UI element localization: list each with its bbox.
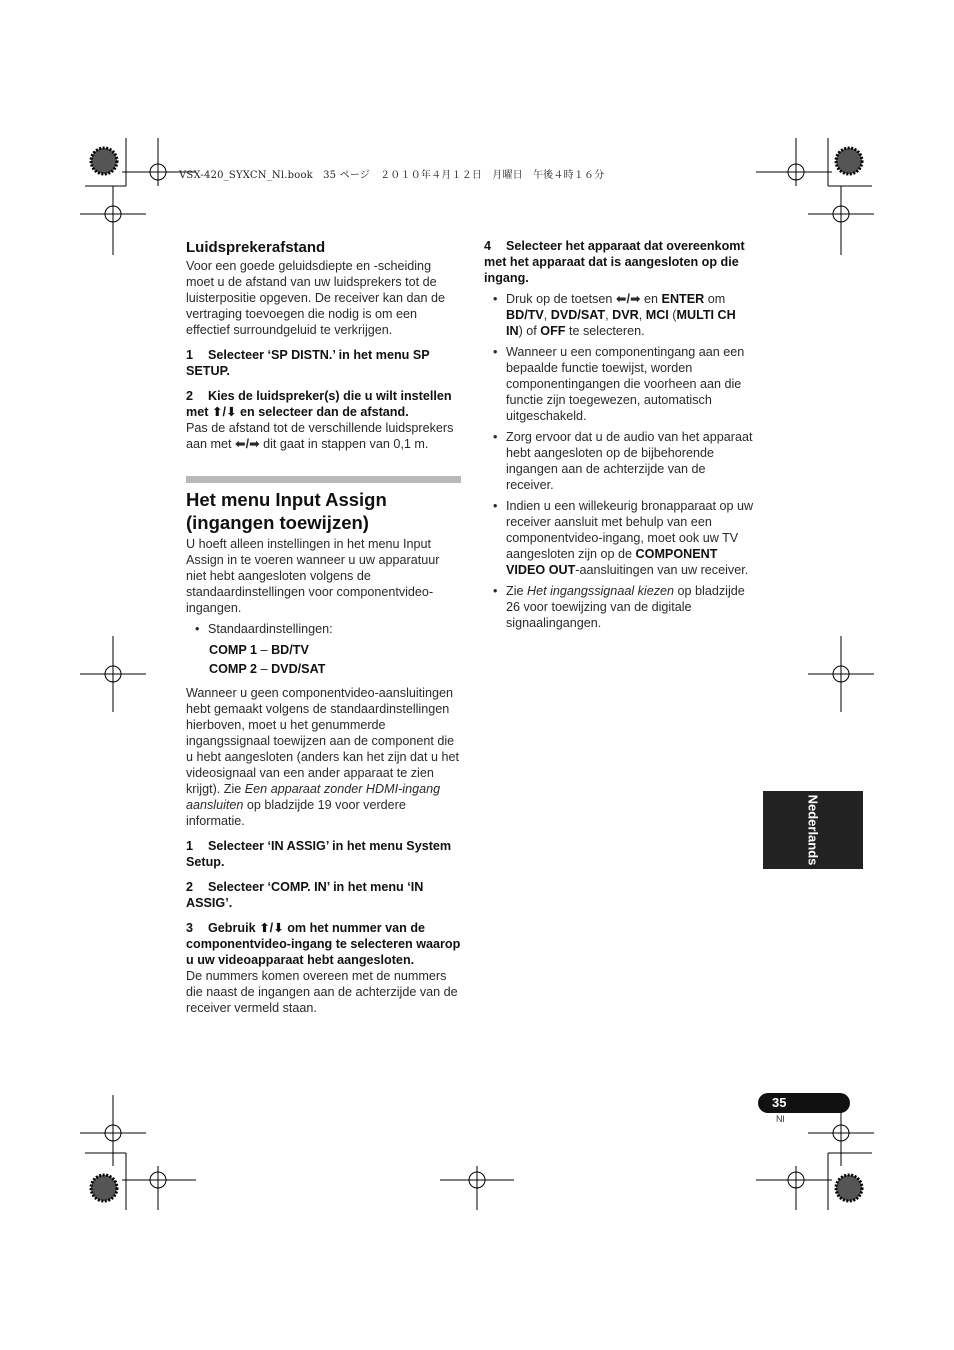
key-off: OFF xyxy=(540,324,566,338)
right-column xyxy=(484,238,756,636)
step-2-description xyxy=(186,420,462,452)
section-divider-bar xyxy=(186,476,461,483)
up-down-arrows-icon: ⬆/⬇ xyxy=(211,405,237,419)
step-number: 2 xyxy=(186,389,194,403)
input-assign-explanation xyxy=(186,685,462,829)
left-right-arrows-icon: ⬅/➡ xyxy=(615,292,641,306)
language-tab xyxy=(763,791,863,869)
step-text: Kies de luidspreker(s) die u wilt instellen met xyxy=(186,389,452,419)
step-text: Selecteer ‘SP DISTN.’ in het menu SP SETUP. xyxy=(186,348,430,378)
key-multi-ch-in: MULTI CH IN xyxy=(506,308,736,338)
assign-step-3 xyxy=(186,920,462,968)
dash: – xyxy=(257,643,272,657)
input-assign-intro: U hoeft alleen instellingen in het menu Input Assign in te voeren wanneer u uw apparatuur niet hebt aangesloten volgens de standaardinstellingen voor componentvideo-ingangen. xyxy=(186,537,440,615)
default-comp-1 xyxy=(186,642,462,658)
step-number: 2 xyxy=(186,880,194,894)
step-number: 4 xyxy=(484,239,492,253)
language-tab-label: Nederlands xyxy=(805,794,821,866)
step-text: Selecteer het apparaat dat overeenkomt met het apparaat dat is aangesloten op die ingang. xyxy=(484,239,745,285)
list-item-audio-connection: • Zorg ervoor dat u de audio van het apparaat hebt aangesloten op de bijbehorende ingangen aan de achterzijde van de receiver. xyxy=(484,429,756,493)
list-item-component-input: • Wanneer u een componentingang aan een bepaalde functie toewijst, worden componentingangen die voorheen aan die functie zijn toegewezen, automatisch uitgeschakeld. xyxy=(484,344,756,424)
step-number: 1 xyxy=(186,839,194,853)
step-number: 1 xyxy=(186,348,194,362)
step-text: Selecteer ‘COMP. IN’ in het menu ‘IN ASSIG’. xyxy=(186,880,424,910)
speaker-distance-intro: Voor een goede geluidsdiepte en -scheiding moet u de afstand van uw luidsprekers tot de luisterpositie opgeven. De receiver kan dan de vertraging toevoegen die nodig is om een effectief surroundgeluid te verkrijgen. xyxy=(186,259,446,337)
step-2-choose-speaker xyxy=(186,388,462,420)
page-number-badge xyxy=(758,1093,850,1113)
default-comp-2 xyxy=(186,661,462,677)
assign-step-3-description: De nummers komen overeen met de nummers die naast de ingangen aan de achterzijde van de receiver vermeld staan. xyxy=(186,969,458,1015)
text-part: Wanneer u geen componentvideo-aansluitingen hebt gemaakt volgens de standaardinstellingen hierboven, moet u het genummerde ingangssignaal toewijzen aan de component die u hebt aangesloten (anders kan het zijn dat u het videosignaal van een ander apparaat te zien krijgt). Zie xyxy=(186,686,460,796)
list-item-defaults: • Standaardinstellingen: xyxy=(186,621,462,637)
step-text-end: om het nummer van de componentvideo-ingang te selecteren waarop u uw videoapparaat hebt aangesloten. xyxy=(186,921,461,967)
step-text-end: en selecteer dan de afstand. xyxy=(236,405,409,419)
step-number: 3 xyxy=(186,921,194,935)
list-item-component-video-out: • Indien u een willekeurig bronapparaat op uw receiver aansluit met behulp van een componentvideo-ingang, moet ook uw TV aangesloten zijn op de COMPONENT VIDEO OUT-aansluitingen van uw receiver. xyxy=(484,498,756,578)
left-right-arrows-icon: ⬅/➡ xyxy=(235,437,260,451)
print-job-info: VSX-420_SYXCN_Nl.book 35 ページ ２０１０年４月１２日 月曜日 午後４時１６分 xyxy=(179,170,605,181)
left-column xyxy=(186,238,462,1016)
page-number: 35 xyxy=(772,1095,787,1110)
desc-part: dit gaat in stappen van 0,1 m. xyxy=(259,437,429,451)
cross-reference: Een apparaat zonder HDMI-ingang aansluiten xyxy=(186,782,441,812)
step-1-sp-distn xyxy=(186,347,462,379)
list-item-press-keys: • Druk op de toetsen ⬅/➡ en ENTER om BD/TV, DVD/SAT, DVR, MCI (MULTI CH IN) of OFF te selecteren. xyxy=(484,291,756,339)
page-language-code: Nl xyxy=(776,1114,785,1124)
defaults-list xyxy=(186,621,462,637)
assign-step-2 xyxy=(186,879,462,911)
list-item-see-also: • Zie Het ingangssignaal kiezen op bladzijde 26 voor toewijzing van de digitale signaalingangen. xyxy=(484,583,756,631)
step-text: Selecteer ‘IN ASSIG’ in het menu System Setup. xyxy=(186,839,452,869)
assign-step-4 xyxy=(484,238,756,286)
step-4-bullets xyxy=(484,291,756,631)
up-down-arrows-icon: ⬆/⬇ xyxy=(259,921,284,935)
text-part: op bladzijde 19 voor verdere informatie. xyxy=(186,798,406,828)
comp-label: COMP 1 xyxy=(209,643,258,657)
component-video-out-label: COMPONENT VIDEO OUT xyxy=(506,547,718,577)
cross-reference: Het ingangssignaal kiezen xyxy=(527,584,675,598)
key-enter: ENTER xyxy=(661,292,705,306)
key-dvd-sat: DVD/SAT xyxy=(550,308,606,322)
key-bd-tv: BD/TV xyxy=(506,308,544,322)
comp-label: COMP 2 xyxy=(209,662,258,676)
dash: – xyxy=(257,662,272,676)
key-mci: MCI xyxy=(645,308,669,322)
desc-part: Pas de afstand tot de verschillende luidsprekers aan met xyxy=(186,421,454,451)
comp-value: BD/TV xyxy=(271,643,309,657)
heading-luidsprekerafstand: Luidsprekerafstand xyxy=(186,239,326,256)
assign-step-1 xyxy=(186,838,462,870)
step-text: Gebruik xyxy=(208,921,260,935)
key-dvr: DVR xyxy=(612,308,639,322)
heading-input-assign: Het menu Input Assign (ingangen toewijzen) xyxy=(186,489,387,533)
comp-value: DVD/SAT xyxy=(271,662,326,676)
